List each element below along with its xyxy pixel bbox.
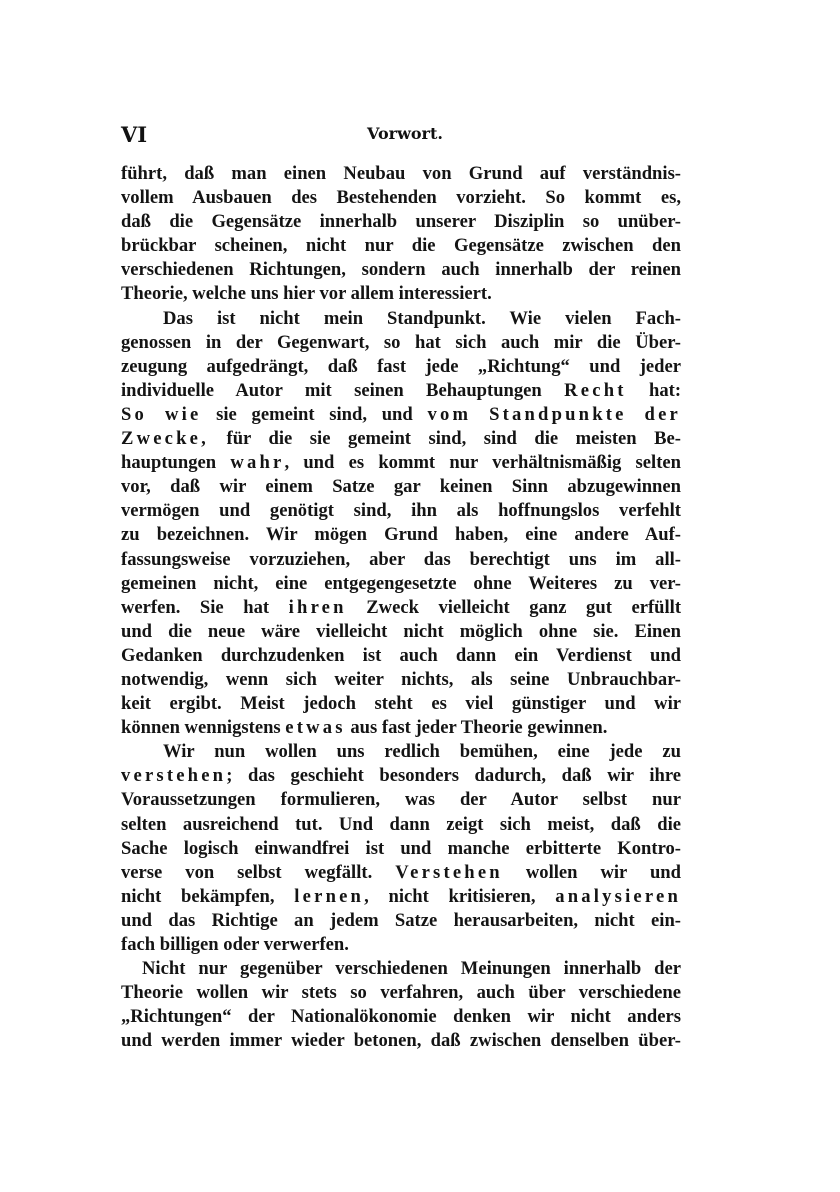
- text-line: und werden immer wieder betonen, daß zwischen denselben über-: [121, 1030, 681, 1052]
- emphasis-span: Recht: [564, 379, 627, 401]
- text-line: [121, 451, 681, 475]
- text-line: [121, 596, 681, 620]
- text-line: führt, daß man einen Neubau von Grund auf verständnis-: [121, 163, 681, 184]
- emphasis-span: Zwecke,: [121, 428, 209, 450]
- text-span: sie gemeint sind, und: [201, 403, 428, 425]
- text-line: gemeinen nicht, eine entgegengesetzte ohne Weiteres zu ver-: [121, 572, 681, 594]
- text-line: [121, 427, 681, 451]
- emphasis-span: analysieren: [555, 885, 681, 907]
- text-span: wollen wir und: [502, 861, 681, 883]
- text-line: und das Richtige an jedem Satze herausarbeiten, nicht ein-: [121, 909, 681, 931]
- text-line: [121, 885, 681, 909]
- text-span: ; das geschieht besonders dadurch, daß wir ihre: [226, 765, 681, 787]
- text-line: verschiedenen Richtungen, sondern auch innerhalb der reinen: [121, 259, 681, 281]
- emphasis-span: wahr: [230, 452, 285, 474]
- text-span: , nicht kritisieren,: [364, 885, 556, 907]
- text-line: brückbar scheinen, nicht nur die Gegensätze zwischen den: [121, 235, 681, 257]
- text-span: nicht bekämpfen,: [121, 885, 295, 907]
- text-span: hat:: [626, 379, 682, 401]
- emphasis-span: Verstehen: [395, 861, 503, 883]
- text-line: selten ausreichend tut. Und dann zeigt sich meist, daß die: [121, 813, 681, 835]
- text-span: verse von selbst wegfällt.: [121, 861, 396, 883]
- body-text: [121, 162, 681, 1053]
- text-span: können wennigstens: [121, 717, 286, 739]
- text-line: zeugung aufgedrängt, daß fast jede „Richtung“ und jeder: [121, 355, 681, 377]
- emphasis-span: lernen: [294, 885, 365, 907]
- text-span: Zweck vielleicht ganz gut erfüllt: [346, 596, 682, 618]
- text-line: [121, 403, 681, 427]
- text-span: aus fast jeder Theorie gewinnen.: [345, 717, 608, 739]
- text-line: notwendig, wenn sich weiter nichts, als seine Unbrauchbar-: [121, 668, 681, 690]
- text-line: daß die Gegensätze innerhalb unserer Disziplin so unüber-: [121, 211, 681, 233]
- text-line: keit ergibt. Meist jedoch steht es viel günstiger und wir: [121, 693, 681, 715]
- text-line: Wir nun wollen uns redlich bemühen, eine jede zu: [163, 741, 681, 763]
- text-line: und die neue wäre vielleicht nicht möglich ohne sie. Einen: [121, 620, 681, 642]
- text-line: Gedanken durchzudenken ist auch dann ein Verdienst und: [121, 644, 681, 666]
- text-line: genossen in der Gegenwart, so hat sich auch mir die Über-: [121, 331, 681, 353]
- text-line: vollem Ausbauen des Bestehenden vorzieht. So kommt es,: [121, 187, 681, 209]
- text-line: [121, 861, 681, 885]
- text-line: [121, 379, 681, 403]
- text-span: , und es kommt nur verhältnismäßig selten: [284, 452, 682, 474]
- text-line: Theorie wollen wir stets so verfahren, auch über verschiedene: [121, 982, 681, 1004]
- text-line: Theorie, welche uns hier vor allem interessiert.: [121, 283, 492, 305]
- text-line: [121, 764, 681, 788]
- emphasis-span: So wie: [121, 403, 202, 425]
- text-line: Sache logisch einwandfrei ist und manche erbitterte Kontro-: [121, 837, 681, 859]
- text-line: [121, 716, 681, 740]
- text-line: vor, daß wir einem Satze gar keinen Sinn abzugewinnen: [121, 476, 681, 498]
- text-line: Das ist nicht mein Standpunkt. Wie vielen Fach-: [163, 307, 681, 329]
- text-span: hauptungen: [121, 452, 231, 474]
- emphasis-span: ihren: [288, 596, 347, 618]
- emphasis-span: vom Standpunkte der: [427, 403, 681, 425]
- text-span: werfen. Sie hat: [121, 596, 289, 618]
- emphasis-span: etwas: [285, 717, 346, 739]
- page-number: VI: [121, 122, 148, 147]
- text-line: fassungsweise vorzuziehen, aber das berechtigt uns im all-: [121, 548, 681, 570]
- text-line: fach billigen oder verwerfen.: [121, 934, 349, 955]
- text-line: Nicht nur gegenüber verschiedenen Meinungen innerhalb der: [142, 958, 681, 980]
- text-line: zu bezeichnen. Wir mögen Grund haben, eine andere Auf-: [121, 524, 681, 546]
- text-span: für die sie gemeint sind, sind die meisten Be-: [208, 428, 681, 450]
- text-line: Voraussetzungen formulieren, was der Autor selbst nur: [121, 789, 681, 811]
- emphasis-span: verstehen: [121, 765, 227, 787]
- running-head: Vorwort.: [367, 124, 443, 143]
- text-line: vermögen und genötigt sind, ihn als hoffnungslos verfehlt: [121, 500, 681, 522]
- page-header: [121, 118, 689, 152]
- text-line: „Richtungen“ der Nationalökonomie denken wir nicht anders: [121, 1006, 681, 1028]
- text-span: individuelle Autor mit seinen Behauptungen: [121, 379, 565, 401]
